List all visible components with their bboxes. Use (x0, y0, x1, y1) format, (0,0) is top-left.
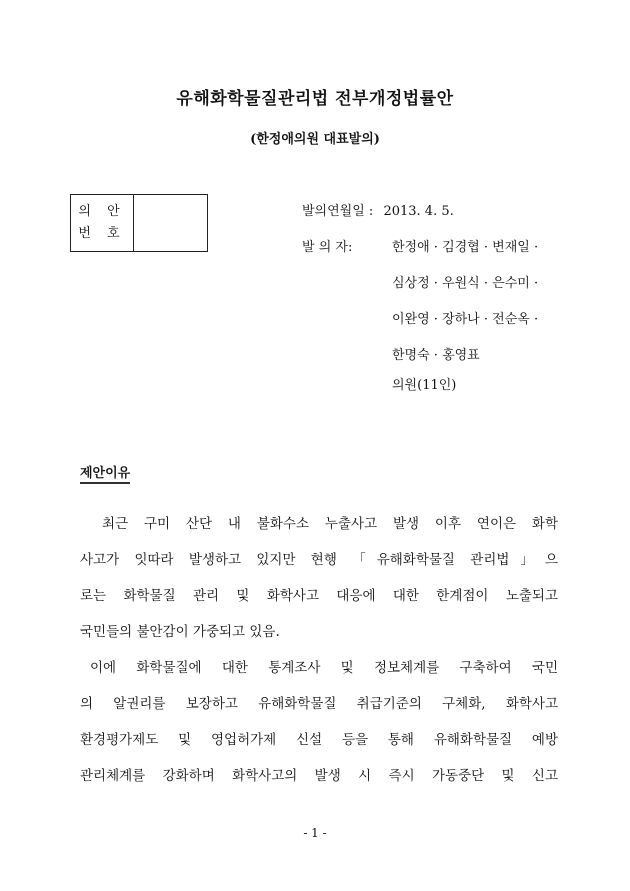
proposer-line: 한명숙 · 홍영표 (392, 348, 480, 363)
proposer-line: 심상정 · 우원식 · 은수미 · (392, 276, 539, 291)
paragraph-line: 관리체계를 강화하며 화학사고의 발생 시 즉시 가동중단 및 신고 (80, 768, 558, 784)
paragraph-line: 의 알권리를 보장하고 유해화학물질 취급기준의 구체화, 화학사고 (80, 696, 558, 712)
bill-number-label-line2: 번 호 (78, 226, 126, 241)
bill-number-value (134, 195, 207, 251)
page-number: - 1 - (303, 826, 327, 840)
document-subtitle: (한정애의원 대표발의) (250, 132, 380, 147)
section-heading: 제안이유 (80, 462, 130, 484)
proposer-line: 이완영 · 장하나 · 전순옥 · (392, 312, 539, 327)
paragraph-line: 이에 화학물질에 대한 통계조사 및 정보체계를 구축하여 국민 (90, 660, 558, 676)
bill-number-label (71, 195, 134, 251)
proposal-date-value: 2013. 4. 5. (383, 204, 454, 219)
proposer-label: 발 의 자: (302, 240, 353, 255)
paragraph-line: 최근 구미 산단 내 불화수소 누출사고 발생 이후 연이은 화학 (102, 516, 558, 532)
paragraph-2 (80, 650, 558, 794)
proposal-date-label: 발의연월일 : (302, 204, 374, 219)
proposal-date-row (302, 200, 454, 219)
paragraph-line: 로는 화학물질 관리 및 화학사고 대응에 대한 한계점이 노출되고 (80, 588, 558, 604)
paragraph-line: 환경평가제도 및 영업허가제 신설 등을 통해 유해화학물질 예방 (80, 732, 558, 748)
paragraph-line: 사고가 잇따라 발생하고 있지만 현행 「유해화학물질 관리법」으 (80, 552, 558, 568)
bill-number-label-line1: 의 안 (78, 204, 126, 219)
proposer-count: 의원(11인) (392, 378, 457, 393)
paragraph-1 (80, 506, 558, 650)
proposer-line: 한정애 · 김경협 · 변재일 · (392, 240, 539, 255)
bill-number-box (70, 194, 208, 252)
paragraph-line: 국민들의 불안감이 가중되고 있음. (80, 624, 280, 640)
document-title: 유해화학물질관리법 전부개정법률안 (176, 89, 454, 109)
